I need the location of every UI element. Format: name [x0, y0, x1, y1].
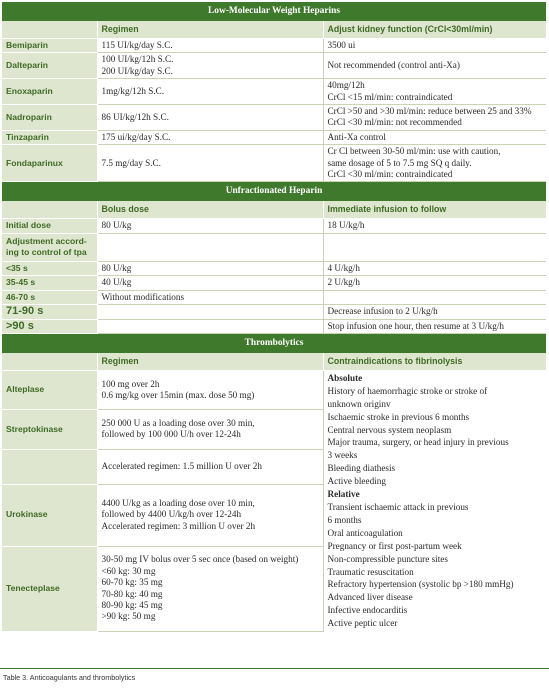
- column-header-row: [2, 21, 546, 39]
- adjust-cell: [323, 145, 546, 182]
- regimen-cell: [97, 449, 323, 484]
- contraindication-item: Active peptic ulcer: [327, 618, 398, 629]
- section-title: Unfractionated Heparin: [2, 182, 546, 202]
- cell-line: 0.6 mg/kg over 15min (max. dose 50 mg): [101, 390, 255, 401]
- contraindication-heading: Relative: [327, 489, 360, 500]
- cell-line: >90 kg: 50 mg: [101, 611, 156, 622]
- cell-line: followed by 100 000 U/h over 12-24h: [101, 429, 241, 440]
- section-title: Thrombolytics: [2, 333, 546, 353]
- bolus-cell: [97, 233, 323, 261]
- bolus-cell: [97, 305, 323, 319]
- table-row: [2, 145, 546, 182]
- cell-line: 7.5 mg/day S.C.: [101, 157, 161, 168]
- table-row: [2, 370, 546, 409]
- contraindication-item: Ischaemic stroke in previous 6 months: [327, 411, 470, 422]
- column-header-regimen: Regimen: [97, 21, 323, 39]
- table-row: [2, 53, 546, 79]
- contraindication-item: Refractory hypertension (systolic bp >180 mmHg): [327, 579, 514, 590]
- drug-name: Fondaparinux: [2, 145, 97, 182]
- section-title: Low-Molecular Weight Heparins: [2, 2, 546, 21]
- cell-line: 250 000 U as a loading dose over 30 min,: [101, 417, 255, 428]
- table-row: [2, 233, 546, 261]
- contraindication-item: History of haemorrhagic stroke or stroke of: [327, 385, 488, 396]
- column-header-infusion: Immediate infusion to follow: [323, 201, 546, 219]
- column-header-adjust: Adjust kidney function (CrCl<30ml/min): [323, 21, 546, 39]
- cell-line: 3500 ui: [327, 40, 356, 50]
- drug-name: Dalteparin: [2, 53, 97, 79]
- table-row: [2, 261, 546, 275]
- adjust-cell: [323, 130, 546, 144]
- dose-label: [2, 276, 97, 290]
- column-header-contraindications: Contraindications to fibrinolysis: [323, 353, 546, 371]
- column-header-empty: [2, 201, 97, 219]
- drug-name: Bemiparin: [2, 39, 97, 53]
- infusion-cell: Decrease infusion to 2 U/kg/h: [323, 305, 546, 319]
- cell-line: Adjustment accord-: [6, 235, 87, 246]
- contraindication-item: unknown originv: [327, 398, 391, 409]
- ufh-section: [2, 182, 546, 333]
- cell-line: 80-90 kg: 45 mg: [101, 600, 163, 611]
- dose-label: [2, 219, 97, 233]
- contraindication-item: Infective endocarditis: [327, 605, 408, 616]
- dose-label: [2, 261, 97, 275]
- column-header-empty: [2, 21, 97, 39]
- table-row: [2, 79, 546, 105]
- thrombolytics-section: [2, 333, 546, 631]
- bolus-cell: 80 U/kg: [97, 219, 323, 233]
- table-row: [2, 130, 546, 144]
- cell-line: CrCl >50 and >30 ml/min: reduce between 25 and 33%: [327, 106, 532, 117]
- cell-line: Anti-Xa control: [327, 131, 386, 142]
- regimen-cell: [97, 39, 323, 53]
- cell-line: CrCl <15 ml/min: contraindicated: [327, 91, 453, 102]
- cell-line: Cr Cl between 30-50 ml/min: use with caution,: [327, 146, 501, 157]
- drug-name: Tinzaparin: [2, 130, 97, 144]
- contraindication-item: Traumatic resuscitation: [327, 566, 414, 577]
- contraindication-item: Non-compressible puncture sites: [327, 553, 448, 564]
- adjust-cell: [323, 105, 546, 131]
- cell-line: 100 mg over 2h: [101, 378, 160, 389]
- infusion-cell: 18 U/kg/h: [323, 219, 546, 233]
- drug-name: Alteplase: [2, 370, 97, 409]
- adjust-cell: [323, 39, 546, 53]
- cell-line: 71-90 s: [6, 305, 44, 318]
- regimen-cell: [97, 145, 323, 182]
- drug-name: Nadroparin: [2, 105, 97, 131]
- caption-rule: [0, 668, 549, 669]
- dose-label: [2, 319, 97, 333]
- cell-line: 4400 U/kg as a loading dose over 10 min,: [101, 498, 255, 509]
- adjust-cell: [323, 53, 546, 79]
- infusion-cell: 2 U/kg/h: [323, 276, 546, 290]
- table-row: [2, 319, 546, 333]
- cell-line: followed by 4400 U/kg/h over 12-24h: [101, 509, 242, 520]
- dose-label: [2, 305, 97, 319]
- section-header-ufh: [2, 182, 546, 202]
- cell-line: 200 UI/kg/day S.C.: [101, 65, 173, 76]
- regimen-cell: [97, 546, 323, 631]
- bolus-cell: 80 U/kg: [97, 261, 323, 275]
- cell-line: 40mg/12h: [327, 80, 365, 91]
- drug-name: Tenecteplase: [2, 546, 97, 631]
- lmwh-section: [2, 2, 546, 182]
- bolus-cell: [97, 319, 323, 333]
- cell-line: 115 UI/kg/day S.C.: [101, 40, 173, 50]
- cell-line: 70-80 kg: 40 mg: [101, 588, 163, 599]
- contraindication-item: Advanced liver disease: [327, 592, 413, 603]
- table-row: [2, 219, 546, 233]
- contraindication-item: 6 months: [327, 514, 362, 525]
- bolus-cell: Without modifications: [97, 290, 323, 304]
- infusion-cell: [323, 290, 546, 304]
- drug-table-container: [2, 2, 546, 632]
- column-header-row: [2, 353, 546, 371]
- regimen-cell: [97, 53, 323, 79]
- cell-line: Accelerated regimen: 3 million U over 2h: [101, 520, 256, 531]
- drug-name: Urokinase: [2, 484, 97, 546]
- dose-label: [2, 233, 97, 261]
- regimen-cell: [97, 105, 323, 131]
- drug-name: Streptokinase: [2, 410, 97, 449]
- table-row: [2, 305, 546, 319]
- regimen-cell: [97, 130, 323, 144]
- contraindication-item: 3 weeks: [327, 450, 358, 461]
- contraindication-item: Pregnancy or first post-partum week: [327, 540, 462, 551]
- contraindication-item: Transient ischaemic attack in previous: [327, 501, 469, 512]
- table-row: [2, 276, 546, 290]
- cell-line: 46-70 s: [6, 291, 36, 302]
- contraindication-item: Oral anticoagulation: [327, 527, 403, 538]
- contraindications-cell: [323, 370, 546, 631]
- section-header-lmwh: [2, 2, 546, 21]
- cell-line: 86 UI/kg/12h S.C.: [101, 111, 169, 122]
- cell-line: 30-50 mg IV bolus over 5 sec once (based on weight): [101, 554, 299, 565]
- table-row: [2, 290, 546, 304]
- column-header-empty: [2, 353, 97, 371]
- regimen-cell: [97, 484, 323, 546]
- anticoagulants-table: [2, 2, 546, 632]
- infusion-cell: Stop infusion one hour, then resume at 3 U/kg/h: [323, 319, 546, 333]
- contraindication-item: Bleeding diathesis: [327, 463, 396, 474]
- infusion-cell: [323, 233, 546, 261]
- cell-line: 100 UI/kg/12h S.C.: [101, 54, 174, 65]
- bolus-cell: 40 U/kg: [97, 276, 323, 290]
- table-caption: Table 3. Anticoagulants and thrombolytics: [3, 673, 136, 682]
- cell-line: ing to control of tpa: [6, 247, 87, 258]
- section-header-thrombolytics: [2, 333, 546, 353]
- contraindication-heading: Absolute: [327, 372, 363, 383]
- cell-line: 35-45 s: [6, 277, 36, 288]
- contraindication-item: Central nervous system neoplasm: [327, 424, 452, 435]
- column-header-bolus: Bolus dose: [97, 201, 323, 219]
- cell-line: Not recommended (control anti-Xa): [327, 60, 460, 71]
- drug-name: Enoxaparin: [2, 79, 97, 105]
- table-row: [2, 105, 546, 131]
- cell-line: 1mg/kg/12h S.C.: [101, 85, 165, 96]
- regimen-cell: [97, 410, 323, 449]
- cell-line: <60 kg: 30 mg: [101, 565, 156, 576]
- adjust-cell: [323, 79, 546, 105]
- drug-name: [2, 449, 97, 484]
- cell-line: same dosage of 5 to 7.5 mg SQ q daily.: [327, 157, 472, 168]
- contraindication-item: Major trauma, surgery, or head injury in previous: [327, 437, 509, 448]
- cell-line: Initial dose: [6, 220, 51, 231]
- cell-line: >90 s: [6, 319, 34, 332]
- cell-line: Accelerated regimen: 1.5 million U over 2h: [101, 460, 262, 471]
- regimen-cell: [97, 79, 323, 105]
- table-row: [2, 39, 546, 53]
- regimen-cell: [97, 370, 323, 409]
- cell-line: 60-70 kg: 35 mg: [101, 577, 163, 588]
- dose-label: [2, 290, 97, 304]
- column-header-regimen: Regimen: [97, 353, 323, 371]
- contraindication-item: Active bleeding: [327, 476, 386, 487]
- cell-line: 175 ui/kg/day S.C.: [101, 131, 171, 142]
- cell-line: CrCl <30 ml/min: not recommended: [327, 117, 462, 128]
- infusion-cell: 4 U/kg/h: [323, 261, 546, 275]
- column-header-row: [2, 201, 546, 219]
- cell-line: <35 s: [6, 262, 28, 273]
- cell-line: CrCl <30 ml/min: contraindicated: [327, 169, 453, 180]
